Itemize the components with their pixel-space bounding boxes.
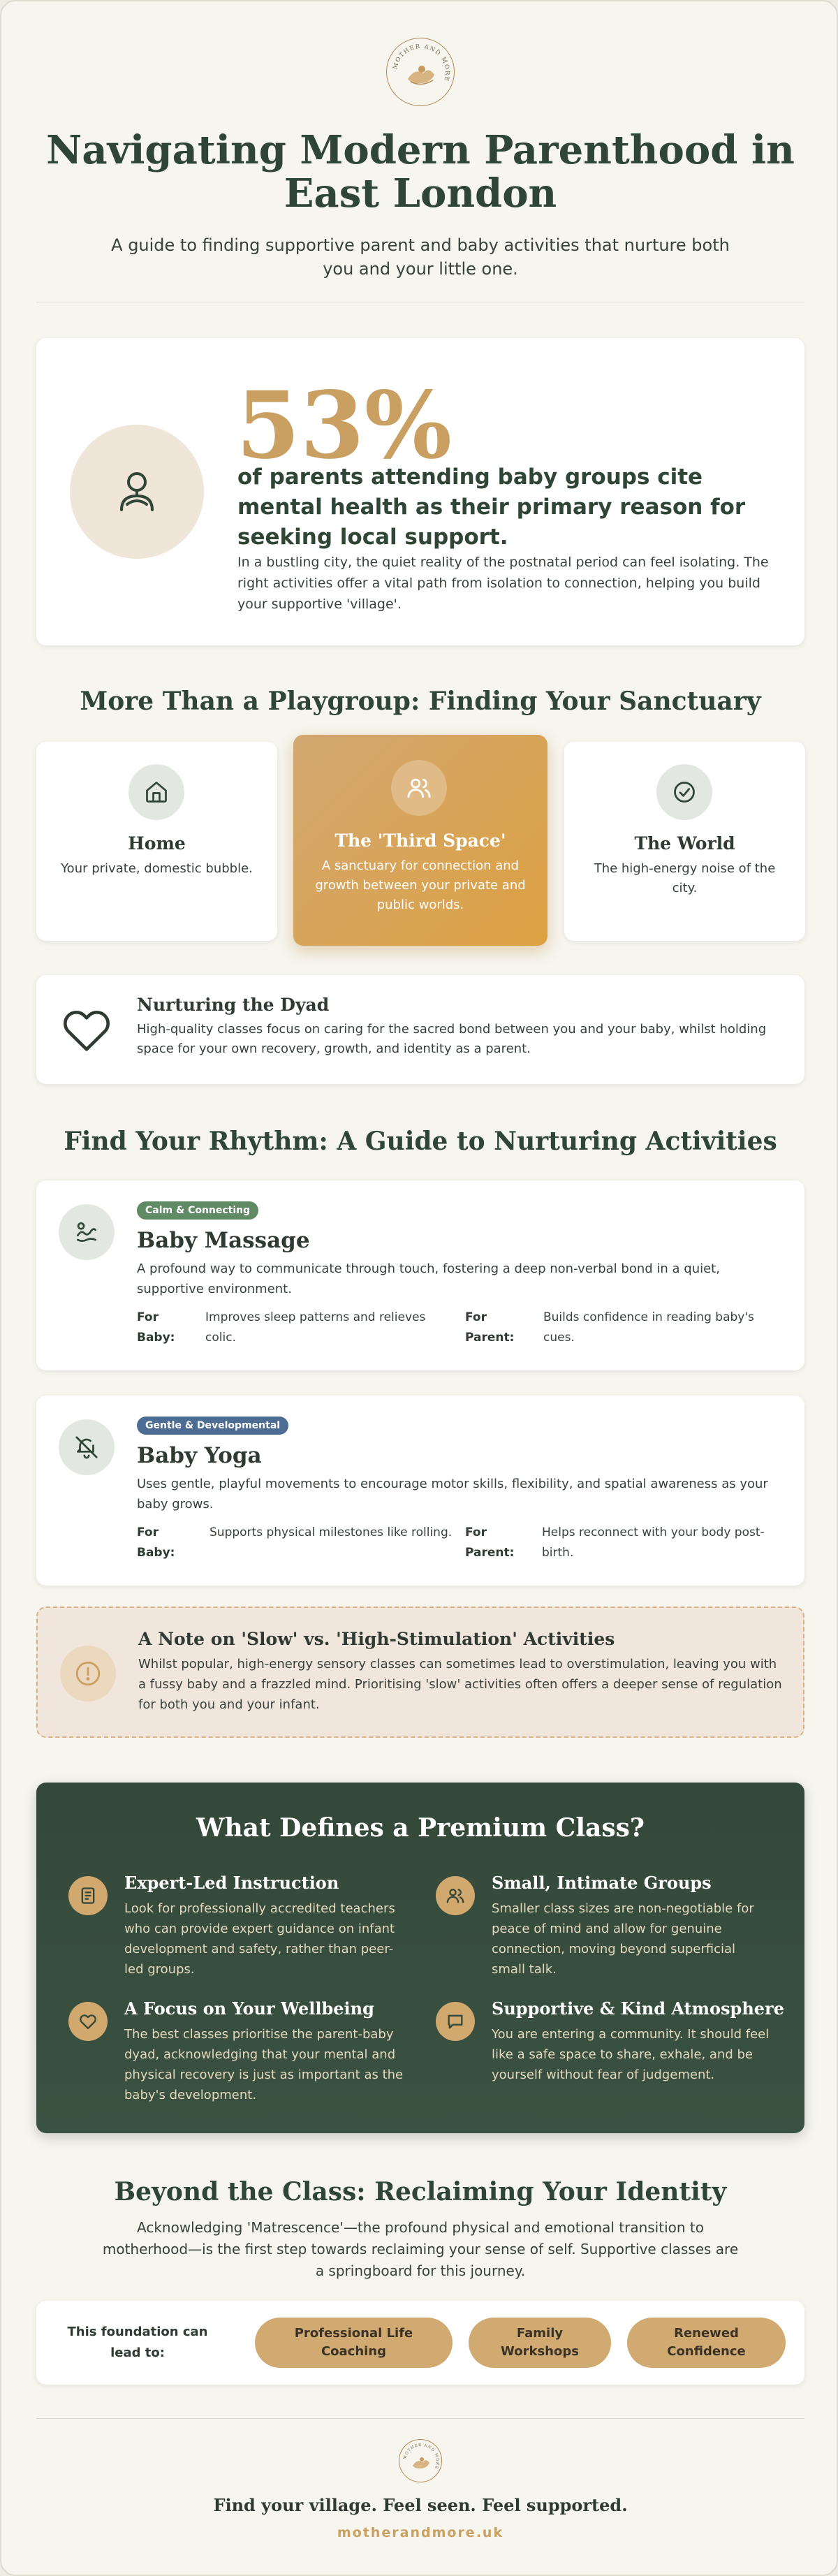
alert-circle-icon bbox=[60, 1646, 116, 1702]
space-title: Home bbox=[128, 833, 186, 854]
lead-card bbox=[36, 2301, 804, 2385]
for-baby-label: For Baby: bbox=[137, 1525, 175, 1560]
certificate-icon bbox=[68, 1876, 108, 1915]
space-card-world bbox=[564, 742, 805, 941]
feature-text: Look for professionally accredited teachers who can provide expert guidance on infant development and safety, rather than peer-led groups. bbox=[124, 1901, 395, 1977]
space-desc: Your private, domestic bubble. bbox=[61, 861, 253, 876]
users-icon bbox=[436, 1876, 475, 1915]
lead-label: This foundation can lead to: bbox=[67, 2325, 208, 2360]
space-desc: The high-energy noise of the city. bbox=[594, 861, 776, 895]
for-baby-value: Supports physical milestones like rolling. bbox=[210, 1525, 453, 1539]
feature-title: Expert-Led Instruction bbox=[124, 1873, 339, 1893]
divider bbox=[36, 2418, 804, 2419]
activity-card-baby-yoga bbox=[36, 1396, 804, 1586]
feature-text: The best classes prioritise the parent-baby dyad, acknowledging that your mental and physical recovery is just as important as the baby's development. bbox=[124, 2027, 404, 2102]
activity-desc: Uses gentle, playful movements to encourage motor skills, flexibility, and spatial awareness as your baby grows. bbox=[137, 1477, 768, 1512]
activities-title: Find Your Rhythm: A Guide to Nurturing Activities bbox=[64, 1127, 777, 1156]
beyond-text: Acknowledging 'Matrescence'—the profound physical and emotional transition to motherhood—is the first step towards reclaiming your sense of self. Supportive classes are a springboard for this journey. bbox=[102, 2219, 739, 2279]
premium-title: What Defines a Premium Class? bbox=[196, 1813, 645, 1843]
for-parent-label: For Parent: bbox=[465, 1310, 515, 1345]
stat-body: In a bustling city, the quiet reality of the postnatal period can feel isolating. The right activities offer a vital path from isolation to connection, helping you build your supportive 'village'. bbox=[237, 555, 769, 612]
footer-url[interactable]: motherandmore.uk bbox=[337, 2525, 504, 2540]
chat-icon bbox=[436, 2002, 475, 2041]
feature-text: You are entering a community. It should feel like a safe space to share, exhale, and be yourself without fear of judgement. bbox=[492, 2027, 770, 2082]
note-card bbox=[36, 1607, 804, 1738]
hand-wave-icon bbox=[59, 1204, 115, 1260]
feature-title: Supportive & Kind Atmosphere bbox=[492, 1998, 784, 2019]
space-card-home bbox=[36, 742, 277, 941]
space-title: The World bbox=[634, 833, 735, 854]
footer-tagline: Find your village. Feel seen. Feel supported. bbox=[213, 2495, 628, 2515]
bell-off-icon bbox=[59, 1419, 115, 1475]
note-text: Whilst popular, high-energy sensory classes can sometimes lead to overstimulation, leaving you with a fussy baby and a frazzled mind. Prioritising 'slow' activities often offers a deeper sense of regulation for both you and your infant. bbox=[138, 1657, 782, 1712]
activity-title: Baby Yoga bbox=[137, 1443, 262, 1468]
svg-text:MOTHER AND MORE: MOTHER AND MORE bbox=[392, 43, 451, 83]
check-circle-icon bbox=[656, 764, 712, 820]
for-parent-label: For Parent: bbox=[465, 1525, 515, 1560]
sanctuary-title: More Than a Playgroup: Finding Your Sanctuary bbox=[80, 687, 761, 716]
activity-desc: A profound way to communicate through touch, fostering a deep non-verbal bond in a quiet, supportive environment. bbox=[137, 1261, 720, 1296]
page-title: Navigating Modern Parenthood in East London bbox=[46, 127, 795, 217]
heart-icon bbox=[59, 1002, 115, 1058]
premium-section bbox=[36, 1783, 804, 2133]
for-parent-value: Builds confidence in reading baby's cues. bbox=[543, 1310, 754, 1345]
feature-text: Smaller class sizes are non-negotiable for peace of mind and allow for genuine connection, moving beyond superficial small talk. bbox=[492, 1901, 754, 1977]
stat-icon-circle bbox=[70, 425, 204, 559]
brand-logo-small bbox=[399, 2439, 442, 2482]
beyond-title: Beyond the Class: Reclaiming Your Identity bbox=[114, 2177, 727, 2207]
activity-badge: Calm & Connecting bbox=[137, 1201, 258, 1220]
stat-card bbox=[36, 338, 804, 645]
space-card-third-space bbox=[293, 735, 547, 946]
page-subtitle: A guide to finding supportive parent and baby activities that nurture both you and your little one. bbox=[111, 235, 730, 279]
note-title: A Note on 'Slow' vs. 'High-Stimulation' Activities bbox=[138, 1629, 615, 1649]
pill-life-coaching[interactable]: Professional Life Coaching bbox=[255, 2318, 453, 2368]
feature-title: A Focus on Your Wellbeing bbox=[124, 1998, 374, 2019]
dyad-title: Nurturing the Dyad bbox=[137, 995, 330, 1015]
mother-baby-icon bbox=[112, 467, 162, 517]
brand-logo bbox=[386, 38, 455, 106]
for-baby-value: Improves sleep patterns and relieves colic. bbox=[205, 1310, 426, 1345]
pill-renewed-confidence[interactable]: Renewed Confidence bbox=[627, 2318, 786, 2368]
activity-title: Baby Massage bbox=[137, 1228, 310, 1253]
for-baby-label: For Baby: bbox=[137, 1310, 175, 1345]
dyad-text: High-quality classes focus on caring for the sacred bond between you and your baby, whilst holding space for your own recovery, growth, and identity as a parent. bbox=[137, 1022, 767, 1056]
feature-title: Small, Intimate Groups bbox=[492, 1873, 712, 1893]
home-icon bbox=[128, 764, 184, 820]
svg-text:MOTHER AND MORE: MOTHER AND MORE bbox=[403, 2443, 440, 2471]
space-desc: A sanctuary for connection and growth between your private and public worlds. bbox=[315, 858, 526, 912]
activity-badge: Gentle & Developmental bbox=[137, 1417, 288, 1435]
users-icon bbox=[391, 760, 447, 816]
stat-number: 53% bbox=[236, 372, 453, 480]
for-parent-value: Helps reconnect with your body post-birth. bbox=[542, 1525, 765, 1560]
brand-logo-icon bbox=[387, 38, 455, 107]
activity-card-baby-massage bbox=[36, 1180, 804, 1370]
pill-family-workshops[interactable]: Family Workshops bbox=[469, 2318, 611, 2368]
dyad-card bbox=[36, 975, 804, 1084]
heart-icon bbox=[68, 2002, 108, 2041]
stat-headline: of parents attending baby groups cite mental health as their primary reason for seeking local support. bbox=[237, 464, 746, 550]
brand-logo-icon bbox=[399, 2440, 443, 2483]
space-title: The 'Third Space' bbox=[335, 830, 506, 851]
